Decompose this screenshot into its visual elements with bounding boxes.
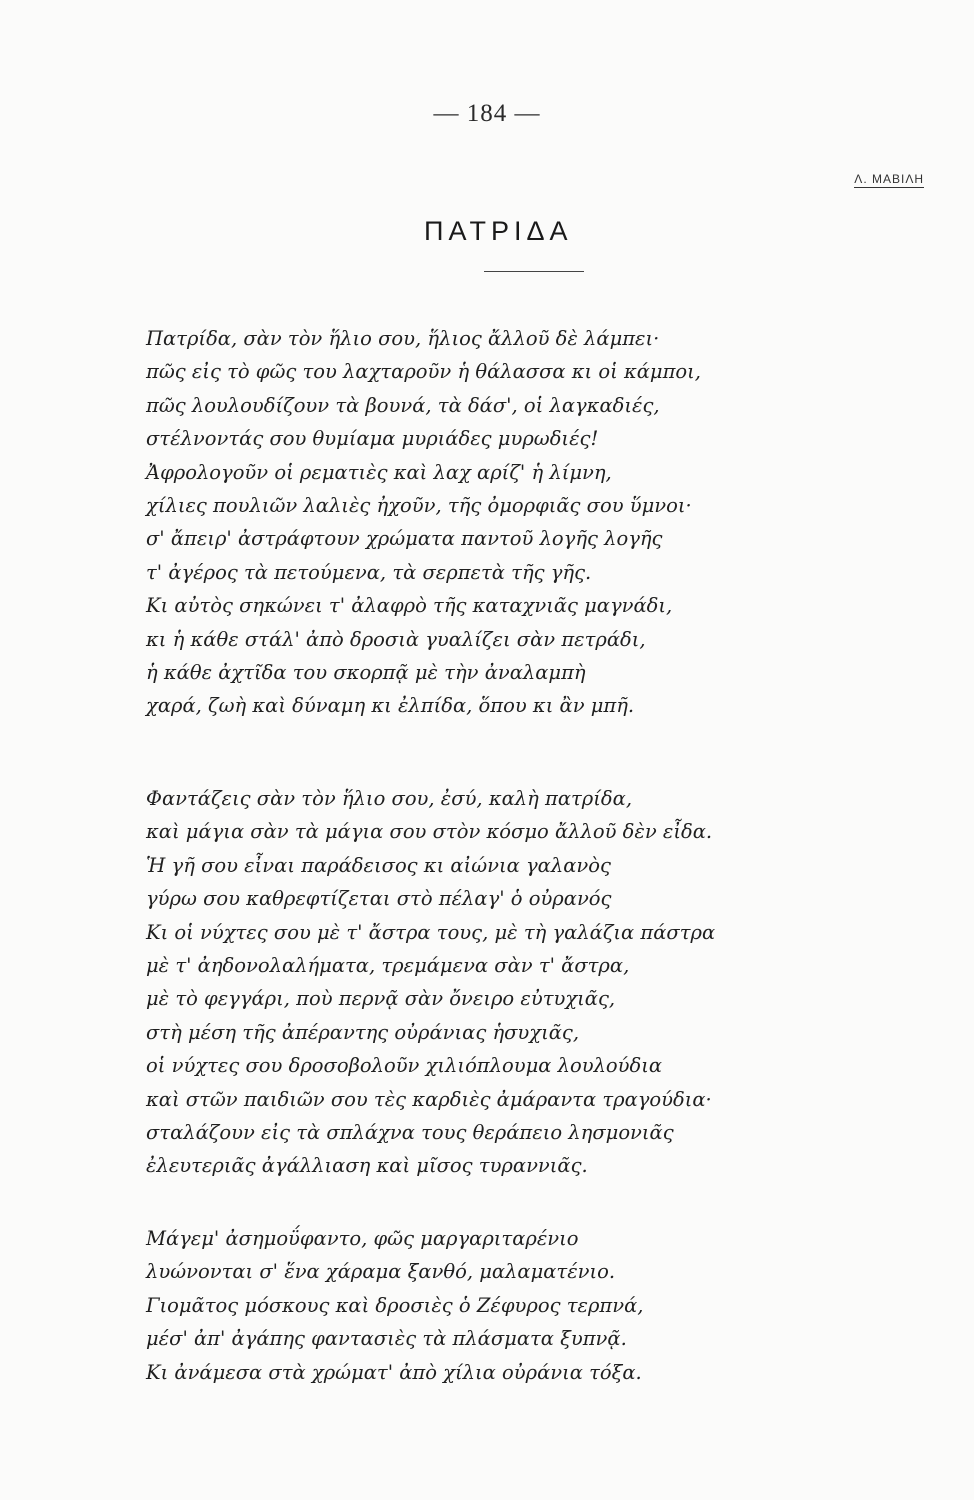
verse-line: τ' ἀγέρος τὰ πετούμενα, τὰ σερπετὰ τῆς γῆς. <box>146 560 592 584</box>
verse-line: Φαντάζεις σὰν τὸν ἥλιο σου, ἐσύ, καλὴ πατρίδα, <box>146 787 633 810</box>
verse-line: μὲ τὸ φεγγάρι, ποὺ περνᾷ σὰν ὄνειρο εὐτυχιᾶς, <box>146 987 616 1011</box>
verse-line: σταλάζουν εἰς τὰ σπλάχνα τους θεράπειο λησμονιᾶς <box>146 1120 674 1144</box>
page-number: — 184 — <box>433 100 541 127</box>
stanza-3 <box>146 1222 926 1389</box>
verse-line: γύρω σου καθρεφτίζεται στὸ πέλαγ' ὁ οὐρανός <box>146 887 612 911</box>
verse-line: μὲ τ' ἀηδονολαλήματα, τρεμάμενα σὰν τ' ἄστρα, <box>146 953 630 977</box>
verse-line: στὴ μέση τῆς ἀπέραντης οὐράνιας ἡσυχιᾶς, <box>146 1020 580 1044</box>
verse-line: καὶ στῶν παιδιῶν σου τὲς καρδιὲς ἀμάραντα τραγούδια· <box>146 1087 712 1111</box>
verse-line: ἐλευτεριᾶς ἀγάλλιαση καὶ μῖσος τυραννιᾶς. <box>146 1154 588 1178</box>
verse-line: Ἀφρολογοῦν οἱ ρεματιὲς καὶ λαχ αρίζ' ἡ λίμνη, <box>146 460 612 484</box>
verse-line: Γιομᾶτος μόσκους καὶ δροσιὲς ὁ Ζέφυρος τερπνά, <box>146 1293 644 1317</box>
verse-line: λυώνονται σ' ἕνα χάραμα ξανθό, μαλαματένιο. <box>146 1260 616 1284</box>
verse-line: ἡ κάθε ἀχτῖδα του σκορπᾷ μὲ τὴν ἀναλαμπὴ <box>146 660 586 684</box>
verse-line: μέσ' ἀπ' ἀγάπης φαντασιὲς τὰ πλάσματα ξυπνᾷ. <box>146 1327 627 1351</box>
verse-line: Κι ἀνάμεσα στὰ χρώματ' ἀπὸ χίλια οὐράνια τόξα. <box>146 1360 642 1384</box>
verse-line: καὶ μάγια σὰν τὰ μάγια σου στὸν κόσμο ἄλλοῦ δὲν εἶδα. <box>146 820 713 844</box>
author-name: Λ. ΜΑΒΙΛΗ <box>854 172 924 186</box>
verse-line: πῶς λουλουδίζουν τὰ βουνά, τὰ δάσ', οἱ λαγκαδιές, <box>146 393 660 417</box>
verse-line: Μάγεμ' ἀσημοΰφαντο, φῶς μαργαριταρένιο <box>146 1227 579 1250</box>
verse-line: χαρά, ζωὴ καὶ δύναμη κι ἐλπίδα, ὅπου κι ἂν μπῆ. <box>146 694 635 718</box>
verse-line: σ' ἄπειρ' ἀστράφτουν χρώματα παντοῦ λογῆς λογῆς <box>146 527 663 551</box>
verse-line: κι ἡ κάθε στάλ' ἀπὸ δροσιὰ γυαλίζει σὰν πετράδι, <box>146 627 646 651</box>
verse-line: Πατρίδα, σὰν τὸν ἥλιο σου, ἥλιος ἄλλοῦ δὲ λάμπει· <box>146 327 660 350</box>
verse-line: Κι οἱ νύχτες σου μὲ τ' ἄστρα τους, μὲ τὴ γαλάζια πάστρα <box>146 920 716 944</box>
verse-line: Κι αὐτὸς σηκώνει τ' ἀλαφρὸ τῆς καταχνιᾶς μαγνάδι, <box>146 594 673 618</box>
title-divider <box>484 271 584 272</box>
poem-title: ΠΑΤΡΙΔΑ <box>424 216 573 247</box>
verse-line: πῶς εἰς τὸ φῶς του λαχταροῦν ἡ θάλασσα κι οἱ κάμποι, <box>146 360 702 384</box>
verse-line: Ἡ γῆ σου εἶναι παράδεισος κι αἰώνια γαλανὸς <box>146 853 611 877</box>
stanza-2 <box>146 782 926 1183</box>
verse-line: στέλνοντάς σου θυμίαμα μυριάδες μυρωδιές! <box>146 427 599 451</box>
verse-line: χίλιες πουλιῶν λαλιὲς ἠχοῦν, τῆς ὀμορφιᾶς σου ὕμνοι· <box>146 493 692 517</box>
stanza-1 <box>146 322 926 723</box>
verse-line: οἱ νύχτες σου δροσοβολοῦν χιλιόπλουμα λουλούδια <box>146 1054 663 1078</box>
